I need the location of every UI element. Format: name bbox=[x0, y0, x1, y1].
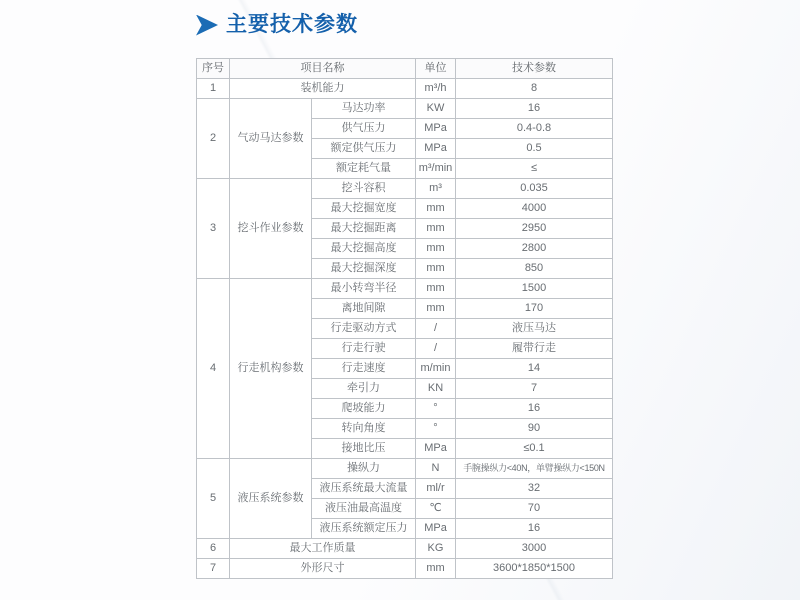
cell-unit: ml/r bbox=[416, 479, 456, 499]
cell-unit: mm bbox=[416, 299, 456, 319]
cell-item: 最大挖掘宽度 bbox=[312, 199, 416, 219]
table-row bbox=[197, 79, 613, 99]
table-row bbox=[197, 459, 613, 479]
cell-unit: MPa bbox=[416, 439, 456, 459]
cell-item: 操纵力 bbox=[312, 459, 416, 479]
cell-value: 16 bbox=[456, 99, 613, 119]
cell-group: 液压系统参数 bbox=[230, 459, 312, 539]
cell-unit: MPa bbox=[416, 139, 456, 159]
page-title: 主要技术参数 bbox=[226, 13, 358, 36]
header-tech-params: 技术参数 bbox=[456, 59, 613, 79]
cell-unit: / bbox=[416, 319, 456, 339]
cell-item: 外形尺寸 bbox=[230, 559, 416, 579]
cell-unit: MPa bbox=[416, 119, 456, 139]
cell-value: 70 bbox=[456, 499, 613, 519]
cell-value: 7 bbox=[456, 379, 613, 399]
cell-no: 5 bbox=[197, 459, 230, 539]
table-header-row bbox=[197, 59, 613, 79]
cell-no: 6 bbox=[197, 539, 230, 559]
cell-unit: mm bbox=[416, 559, 456, 579]
cell-value: 8 bbox=[456, 79, 613, 99]
cell-unit: m³/h bbox=[416, 79, 456, 99]
cell-item: 最大挖掘深度 bbox=[312, 259, 416, 279]
cell-item: 液压油最高温度 bbox=[312, 499, 416, 519]
table-row bbox=[197, 559, 613, 579]
cell-item: 马达功率 bbox=[312, 99, 416, 119]
cell-unit: m³/min bbox=[416, 159, 456, 179]
cell-no: 7 bbox=[197, 559, 230, 579]
cell-value: 液压马达 bbox=[456, 319, 613, 339]
cell-item: 液压系统最大流量 bbox=[312, 479, 416, 499]
cell-value: 90 bbox=[456, 419, 613, 439]
cell-item: 牵引力 bbox=[312, 379, 416, 399]
cell-item: 爬坡能力 bbox=[312, 399, 416, 419]
cell-unit: KN bbox=[416, 379, 456, 399]
cell-item: 液压系统额定压力 bbox=[312, 519, 416, 539]
table-row bbox=[197, 179, 613, 199]
cell-value: 850 bbox=[456, 259, 613, 279]
cell-unit: mm bbox=[416, 199, 456, 219]
cell-value: 履带行走 bbox=[456, 339, 613, 359]
cell-value: 170 bbox=[456, 299, 613, 319]
cell-value: ≤ bbox=[456, 159, 613, 179]
cell-unit: m³ bbox=[416, 179, 456, 199]
cell-value: 32 bbox=[456, 479, 613, 499]
section-title bbox=[196, 10, 358, 40]
cell-value: 16 bbox=[456, 519, 613, 539]
cell-group: 气动马达参数 bbox=[230, 99, 312, 179]
arrow-right-icon bbox=[196, 15, 218, 36]
cell-value: 1500 bbox=[456, 279, 613, 299]
table-row bbox=[197, 279, 613, 299]
cell-unit: ° bbox=[416, 399, 456, 419]
cell-unit: KG bbox=[416, 539, 456, 559]
cell-item: 额定供气压力 bbox=[312, 139, 416, 159]
cell-item: 挖斗容积 bbox=[312, 179, 416, 199]
cell-no: 1 bbox=[197, 79, 230, 99]
cell-group: 挖斗作业参数 bbox=[230, 179, 312, 279]
cell-unit: KW bbox=[416, 99, 456, 119]
cell-unit: ° bbox=[416, 419, 456, 439]
table-row bbox=[197, 99, 613, 119]
cell-value: 2950 bbox=[456, 219, 613, 239]
cell-unit: mm bbox=[416, 219, 456, 239]
cell-value: 0.4-0.8 bbox=[456, 119, 613, 139]
cell-value: 3600*1850*1500 bbox=[456, 559, 613, 579]
cell-item: 行走速度 bbox=[312, 359, 416, 379]
cell-unit: / bbox=[416, 339, 456, 359]
cell-item: 转向角度 bbox=[312, 419, 416, 439]
cell-no: 3 bbox=[197, 179, 230, 279]
cell-group: 行走机构参数 bbox=[230, 279, 312, 459]
cell-value: 2800 bbox=[456, 239, 613, 259]
cell-value: 4000 bbox=[456, 199, 613, 219]
cell-unit: mm bbox=[416, 259, 456, 279]
table-row bbox=[197, 539, 613, 559]
cell-unit: N bbox=[416, 459, 456, 479]
cell-no: 4 bbox=[197, 279, 230, 459]
cell-value: 16 bbox=[456, 399, 613, 419]
cell-item: 额定耗气量 bbox=[312, 159, 416, 179]
cell-no: 2 bbox=[197, 99, 230, 179]
spec-table bbox=[196, 58, 613, 579]
cell-unit: MPa bbox=[416, 519, 456, 539]
cell-value: 0.035 bbox=[456, 179, 613, 199]
cell-item: 最大挖掘高度 bbox=[312, 239, 416, 259]
cell-unit: mm bbox=[416, 279, 456, 299]
header-no: 序号 bbox=[197, 59, 230, 79]
header-item-name: 项目名称 bbox=[230, 59, 416, 79]
cell-item: 接地比压 bbox=[312, 439, 416, 459]
cell-item: 供气压力 bbox=[312, 119, 416, 139]
cell-item: 装机能力 bbox=[230, 79, 416, 99]
cell-value: 14 bbox=[456, 359, 613, 379]
cell-unit: m/min bbox=[416, 359, 456, 379]
cell-item: 离地间隙 bbox=[312, 299, 416, 319]
cell-unit: mm bbox=[416, 239, 456, 259]
cell-unit: ℃ bbox=[416, 499, 456, 519]
cell-item: 行走行驶 bbox=[312, 339, 416, 359]
cell-item: 行走驱动方式 bbox=[312, 319, 416, 339]
cell-item: 最大工作质量 bbox=[230, 539, 416, 559]
cell-value: 手腕操纵力<40N，单臂操纵力<150N bbox=[456, 459, 613, 479]
cell-value: 3000 bbox=[456, 539, 613, 559]
cell-item: 最小转弯半径 bbox=[312, 279, 416, 299]
cell-value: 0.5 bbox=[456, 139, 613, 159]
header-unit: 单位 bbox=[416, 59, 456, 79]
cell-value: ≤0.1 bbox=[456, 439, 613, 459]
cell-item: 最大挖掘距离 bbox=[312, 219, 416, 239]
